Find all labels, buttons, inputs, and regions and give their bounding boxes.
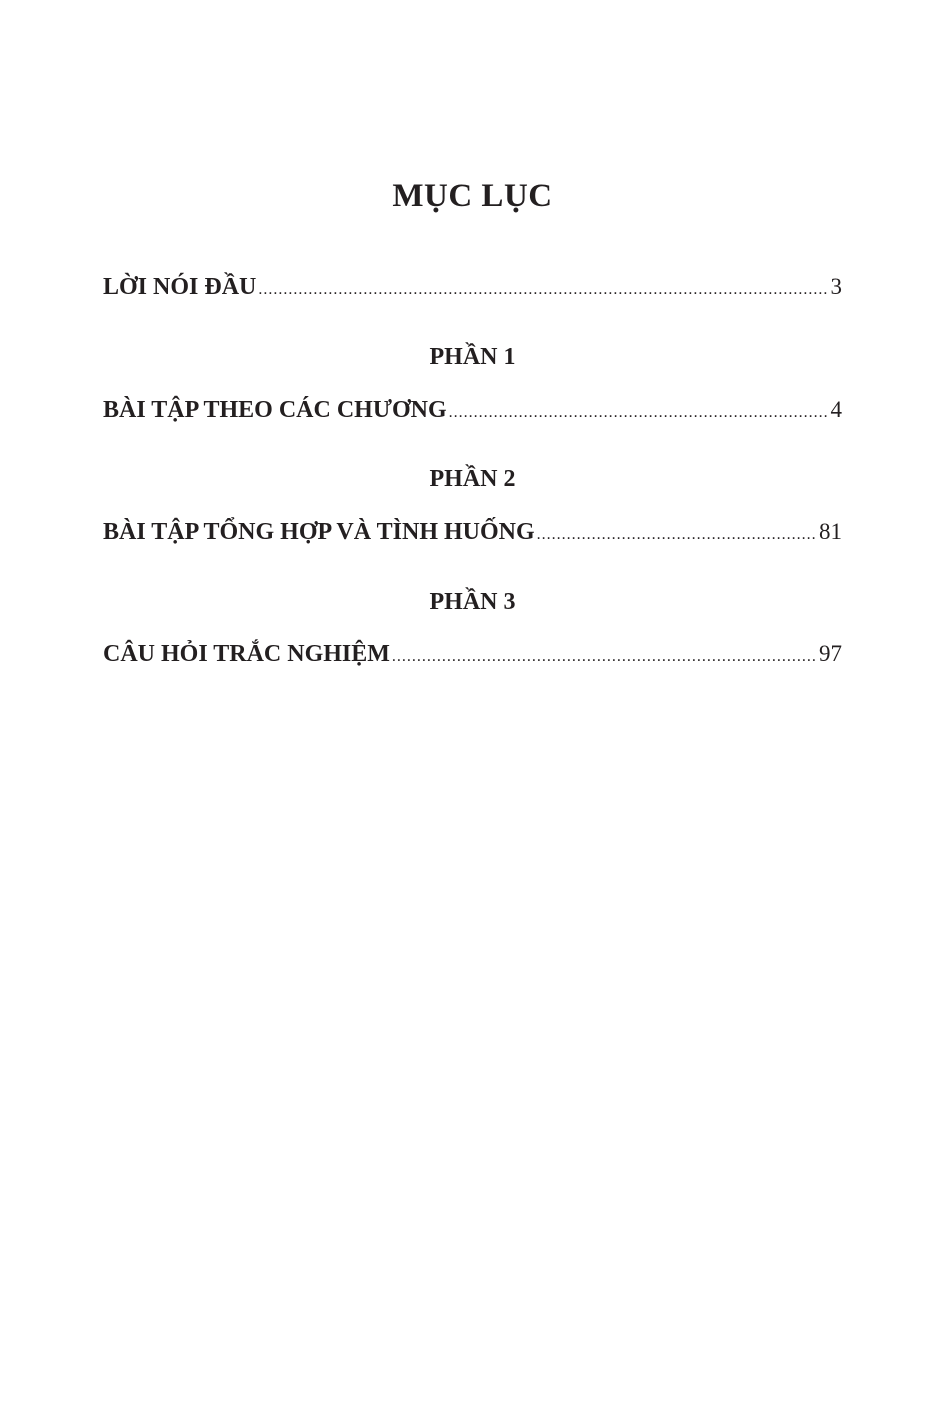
toc-entry-page: 4 [830, 397, 842, 422]
toc-entry-part-3[interactable] [103, 641, 842, 668]
toc-entry-page: 81 [819, 519, 842, 544]
part-heading-2: PHẦN 2 [429, 466, 516, 492]
toc-entry-label: BÀI TẬP THEO CÁC CHƯƠNG [103, 397, 447, 423]
toc-entry-label: LỜI NÓI ĐẦU [103, 274, 257, 300]
dot-leader [392, 648, 817, 666]
dot-leader [258, 281, 828, 299]
toc-entry-page: 97 [819, 641, 842, 666]
toc-entry-part-1[interactable] [103, 397, 842, 424]
dot-leader [449, 404, 829, 422]
part-heading-3: PHẦN 3 [429, 589, 516, 615]
dot-leader [537, 526, 817, 544]
toc-entry-label: CÂU HỎI TRẮC NGHIỆM [103, 641, 390, 667]
toc-entry-page: 3 [830, 274, 842, 299]
toc-entry-preface[interactable] [103, 274, 842, 301]
page-title: MỤC LỤC [392, 178, 553, 214]
toc-entry-part-2[interactable] [103, 519, 842, 546]
toc-entry-label: BÀI TẬP TỔNG HỢP VÀ TÌNH HUỐNG [103, 519, 535, 545]
part-heading-1: PHẦN 1 [429, 344, 516, 370]
